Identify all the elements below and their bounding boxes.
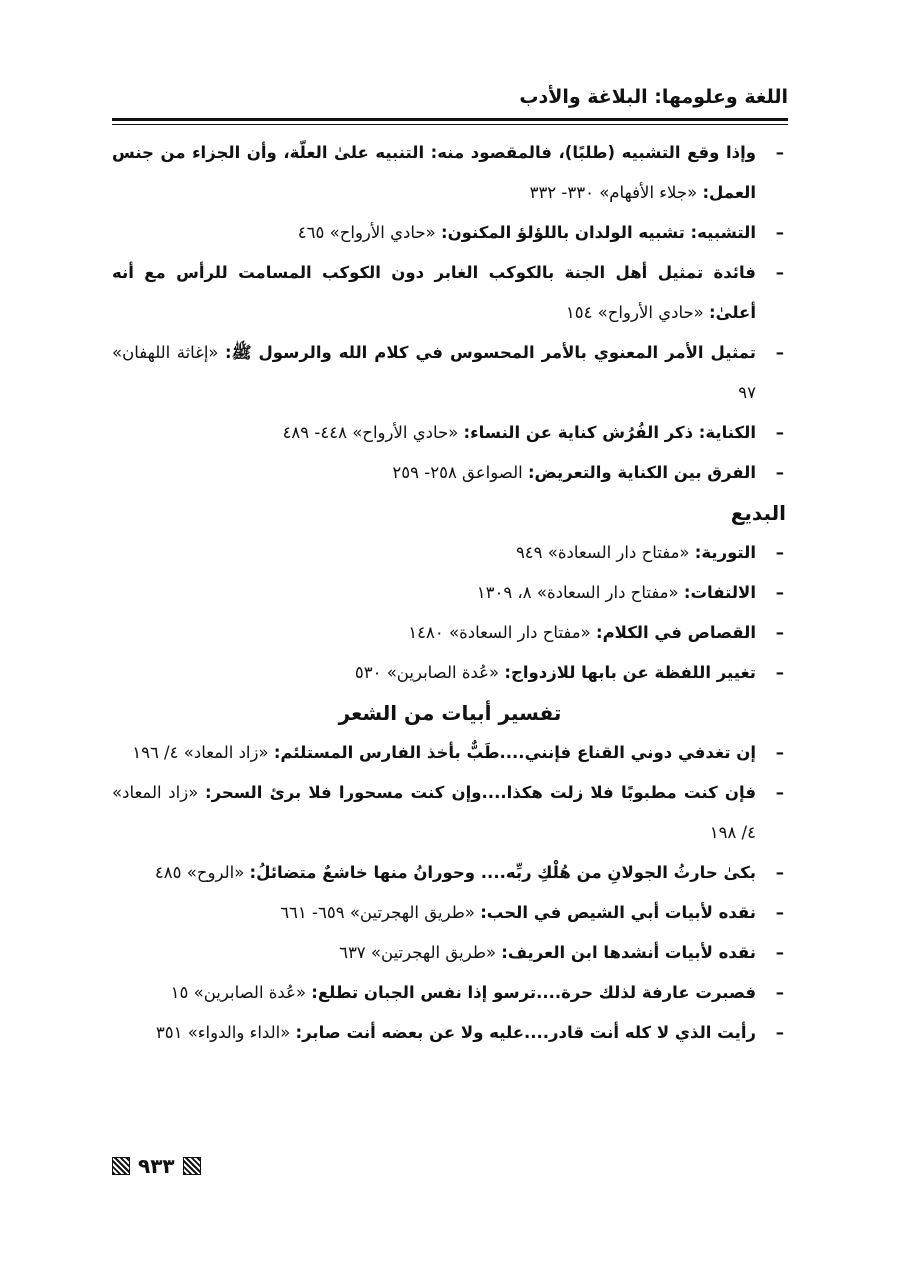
entry-source: «طريق الهجرتين» ٦٣٧ xyxy=(339,943,502,962)
index-entry xyxy=(112,973,788,1013)
entry-source: «حادي الأرواح» ١٥٤ xyxy=(565,303,710,322)
entry-source: «الروح» ٤٨٥ xyxy=(154,863,250,882)
entry-source: «زاد المعاد» ٤/ ١٩٦ xyxy=(132,743,274,762)
section-heading-poetry: تفسير أبيات من الشعر xyxy=(338,701,562,725)
entry-source: «عُدة الصابرين» ١٥ xyxy=(170,983,312,1002)
index-entry xyxy=(112,653,788,693)
index-entry xyxy=(112,453,788,493)
entry-topic: التشبيه: تشبيه الولدان باللؤلؤ المكنون: xyxy=(440,223,756,242)
entry-dash: – xyxy=(775,903,784,922)
index-entry xyxy=(112,773,788,853)
book-page xyxy=(112,82,788,1053)
index-entry xyxy=(112,413,788,453)
index-entry xyxy=(112,1013,788,1053)
entry-topic: الالتفات: xyxy=(683,583,756,602)
index-entry xyxy=(112,333,788,413)
index-content xyxy=(112,133,788,1053)
entry-source: «جلاء الأفهام» ٣٣٠- ٣٣٢ xyxy=(529,183,703,202)
entries-rhetoric xyxy=(112,133,788,493)
entry-dash: – xyxy=(775,343,784,362)
entry-source: «طريق الهجرتين» ٦٥٩- ٦٦١ xyxy=(280,903,481,922)
entry-topic: فصبرت عارفة لذلك حرة....ترسو إذا نفس الجبان تطلع: xyxy=(311,983,756,1002)
index-entry xyxy=(112,893,788,933)
entry-dash: – xyxy=(775,743,784,762)
entry-dash: – xyxy=(775,783,784,802)
index-entry xyxy=(112,933,788,973)
entry-topic: القصاص في الكلام: xyxy=(595,623,756,642)
entry-topic: فإن كنت مطبوبًا فلا زلت هكذا....وإن كنت مسحورا فلا برئ السحر: xyxy=(205,783,756,802)
entry-topic: نقده لأبيات أبي الشيص في الحب: xyxy=(480,903,756,922)
entry-dash: – xyxy=(775,663,784,682)
header-double-rule xyxy=(112,118,788,125)
entry-dash: – xyxy=(775,863,784,882)
page-number: ٩٣٣ xyxy=(138,1154,175,1178)
entry-dash: – xyxy=(775,583,784,602)
entry-source: «عُدة الصابرين» ٥٣٠ xyxy=(354,663,505,682)
entry-topic: رأيت الذي لا كله أنت قادر....عليه ولا عن بعضه أنت صابر: xyxy=(295,1023,756,1042)
entry-source: «زاد المعاد» ٤/ ١٩٨ xyxy=(112,783,756,842)
index-entry xyxy=(112,613,788,653)
entry-dash: – xyxy=(775,423,784,442)
running-header-title: اللغة وعلومها: البلاغة والأدب xyxy=(519,86,788,108)
entry-dash: – xyxy=(775,1023,784,1042)
entry-topic: وإذا وقع التشبيه (طلبًا)، فالمقصود منه: التنبيه علىٰ العلّة، وأن الجزاء من جنس العمل: xyxy=(112,143,756,202)
square-ornament-icon xyxy=(112,1157,130,1175)
index-entry xyxy=(112,133,788,213)
section-heading-badi: البديع xyxy=(730,501,786,525)
entry-dash: – xyxy=(775,463,784,482)
entry-topic: تغيير اللفظة عن بابها للازدواج: xyxy=(504,663,756,682)
entry-dash: – xyxy=(775,143,784,162)
entry-source: الصواعق ٢٥٨- ٢٥٩ xyxy=(392,463,528,482)
entry-topic: فائدة تمثيل أهل الجنة بالكوكب الغابر دون الكوكب المسامت للرأس مع أنه أعلىٰ: xyxy=(112,263,756,322)
index-entry xyxy=(112,733,788,773)
entries-poetry xyxy=(112,733,788,1053)
entry-source: «مفتاح دار السعادة» ٨، ١٣٠٩ xyxy=(476,583,684,602)
entry-source: «حادي الأرواح» ٤٦٥ xyxy=(297,223,441,242)
entry-dash: – xyxy=(775,983,784,1002)
entry-source: «الداء والدواء» ٣٥١ xyxy=(155,1023,296,1042)
entry-topic: بكىٰ حارثُ الجولانِ من هُلْكِ ربِّه.... وحورانُ منها خاشعٌ متضائلُ: xyxy=(249,863,756,882)
page-footer xyxy=(112,1152,201,1180)
entry-dash: – xyxy=(775,943,784,962)
entry-topic: إن تغدفي دوني القناع فإنني....طَبٌّ بأخذ الفارس المستلئم: xyxy=(273,743,756,762)
entry-source: «مفتاح دار السعادة» ١٤٨٠ xyxy=(408,623,596,642)
entry-dash: – xyxy=(775,263,784,282)
entry-source: «مفتاح دار السعادة» ٩٤٩ xyxy=(515,543,695,562)
entry-dash: – xyxy=(775,543,784,562)
index-entry xyxy=(112,533,788,573)
index-entry xyxy=(112,253,788,333)
entry-topic: الكناية: ذكر الفُرُش كناية عن النساء: xyxy=(463,423,756,442)
entry-topic: التورية: xyxy=(694,543,756,562)
entries-badi xyxy=(112,533,788,693)
entry-dash: – xyxy=(775,623,784,642)
square-ornament-icon xyxy=(183,1157,201,1175)
entry-topic: الفرق بين الكناية والتعريض: xyxy=(527,463,756,482)
entry-source: «حادي الأرواح» ٤٤٨- ٤٨٩ xyxy=(282,423,464,442)
entry-topic: تمثيل الأمر المعنوي بالأمر المحسوس في كلام الله والرسول ﷺ: xyxy=(224,343,756,362)
entry-source: «إغاثة اللهفان» ٩٧ xyxy=(112,343,756,402)
index-entry xyxy=(112,213,788,253)
index-entry xyxy=(112,853,788,893)
index-entry xyxy=(112,573,788,613)
entry-topic: نقده لأبيات أنشدها ابن العريف: xyxy=(501,943,756,962)
entry-dash: – xyxy=(775,223,784,242)
